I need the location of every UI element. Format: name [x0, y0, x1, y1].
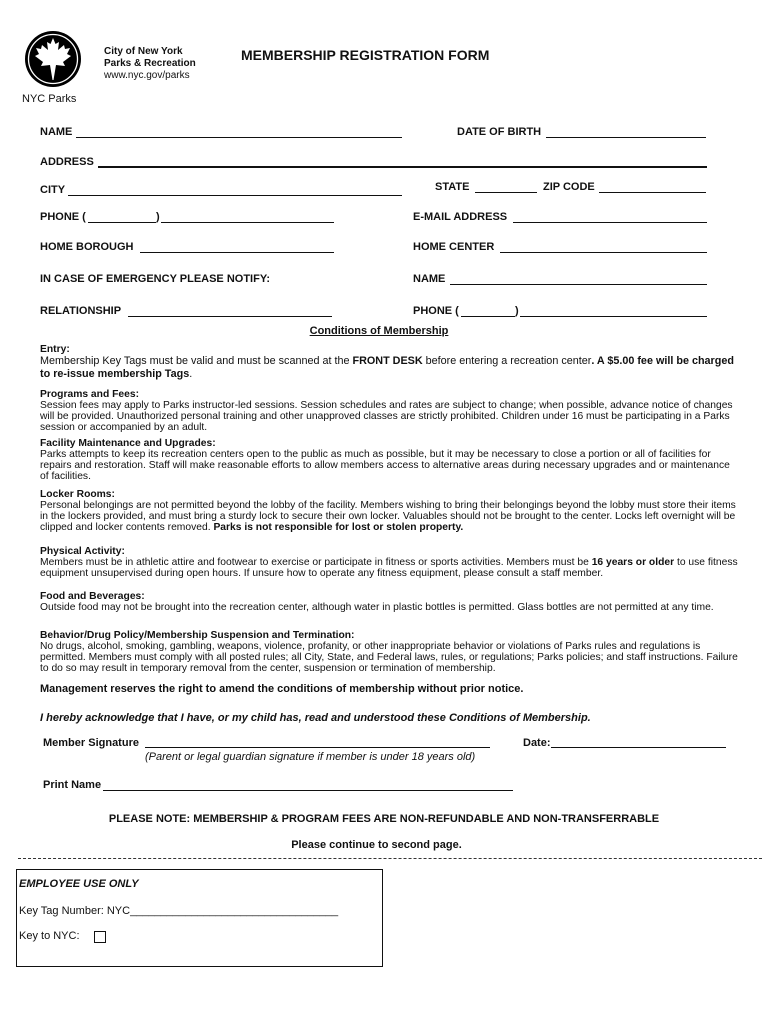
physical-heading: Physical Activity: — [40, 546, 125, 557]
relationship-field[interactable] — [128, 316, 332, 317]
home-borough-field[interactable] — [140, 252, 334, 253]
phone-label: PHONE ( — [40, 211, 86, 223]
emergency-name-field[interactable] — [450, 284, 707, 285]
home-center-field[interactable] — [500, 252, 707, 253]
home-center-label: HOME CENTER — [413, 241, 495, 253]
form-title: MEMBERSHIP REGISTRATION FORM — [241, 47, 490, 63]
physical-section — [40, 546, 740, 579]
continue-note: Please continue to second page. — [291, 839, 462, 851]
member-signature-field[interactable] — [145, 747, 490, 748]
cut-line-divider — [18, 858, 762, 859]
employee-use-title: EMPLOYEE USE ONLY — [19, 878, 139, 890]
phone-paren: ) — [156, 211, 160, 223]
city-field[interactable] — [68, 195, 402, 196]
facility-section — [40, 438, 740, 482]
key-to-nyc-label: Key to NYC: — [19, 930, 80, 942]
entry-heading: Entry: — [40, 344, 70, 355]
relationship-label: RELATIONSHIP — [40, 305, 122, 317]
dob-field[interactable] — [546, 137, 706, 138]
emergency-name-label: NAME — [413, 273, 446, 285]
key-tag-number-field[interactable]: Key Tag Number: NYC__________________________________ — [19, 905, 339, 917]
address-label: ADDRESS — [40, 156, 94, 168]
org-url: www.nyc.gov/parks — [104, 70, 190, 81]
food-heading: Food and Beverages: — [40, 591, 145, 602]
programs-section — [40, 389, 740, 433]
key-to-nyc-checkbox[interactable] — [94, 931, 106, 943]
food-section — [40, 591, 740, 613]
behavior-section — [40, 630, 740, 674]
phone-area-code-field[interactable] — [88, 222, 156, 223]
emergency-phone-number-field[interactable] — [520, 316, 707, 317]
guardian-note: (Parent or legal guardian signature if member is under 18 years old) — [145, 751, 476, 763]
locker-heading: Locker Rooms: — [40, 489, 115, 500]
name-field[interactable] — [76, 137, 402, 138]
zip-field[interactable] — [599, 192, 706, 193]
locker-text: Personal belongings are not permitted beyond the lobby of the facility. Members wishing to bring their belongings beyond the lobby must store their items in the lockers provided, and must bring a sturdy lock to secure their own locker. Valuables should not be brought to the center. Locks left overnight will be clipped and locker contents removed. Parks is not responsible for lost or stolen property. — [40, 500, 736, 533]
city-label: CITY — [40, 184, 66, 196]
print-name-label: Print Name — [43, 779, 102, 791]
date-label: Date: — [523, 737, 551, 749]
conditions-title: Conditions of Membership — [309, 325, 449, 337]
dob-label: DATE OF BIRTH — [457, 126, 542, 138]
org-dept: Parks & Recreation — [104, 58, 196, 69]
physical-text: Members must be in athletic attire and footwear to exercise or participate in fitness or sports activities. Members must be 16 years or older to use fitness equipment unsupervised during open hours. If unsure how to operate any fitness equipment, please consult a staff member. — [40, 557, 738, 579]
nyc-parks-maple-leaf-logo — [24, 30, 82, 88]
home-borough-label: HOME BOROUGH — [40, 241, 134, 253]
behavior-text: No drugs, alcohol, smoking, gambling, weapons, violence, profanity, or other inappropriate behavior or violations of Parks rules and regulations is permitted. Members must comply with all posted rules; all City, State, and Federal laws, rules, or regulations; Parks policies; and staff instructions. Failure to do so may result in temporary removal from the center, suspension or termination of membership. — [40, 641, 738, 674]
locker-section — [40, 489, 740, 533]
logo-caption: NYC Parks — [22, 93, 77, 105]
name-label: NAME — [40, 126, 73, 138]
organization-info — [104, 46, 196, 82]
management-note: Management reserves the right to amend the conditions of membership without prior notice. — [40, 683, 524, 695]
date-field[interactable] — [551, 747, 726, 748]
emergency-phone-label: PHONE ( — [413, 305, 459, 317]
address-field[interactable] — [98, 166, 707, 168]
emergency-label: IN CASE OF EMERGENCY PLEASE NOTIFY: — [40, 273, 271, 285]
programs-text: Session fees may apply to Parks instructor-led sessions. Session schedules and rates are subject to change; when possible, advance notice of changes will be provided. Unauthorized personal training and other unapproved classes are strictly prohibited. Children under 16 must be participating in a Parks session or accompanied by an adult. — [40, 400, 733, 433]
entry-text: Membership Key Tags must be valid and must be scanned at the FRONT DESK before entering a recreation center. A $5.00 fee will be charged to re-issue membership Tags. — [40, 355, 734, 380]
programs-heading: Programs and Fees: — [40, 389, 139, 400]
food-text: Outside food may not be brought into the recreation center, although water in plastic bottles is permitted. Glass bottles are not permitted at any time. — [40, 602, 714, 613]
email-field[interactable] — [513, 222, 707, 223]
acknowledgement-text: I hereby acknowledge that I have, or my child has, read and understood these Conditions of Membership. — [40, 712, 591, 724]
email-label: E-MAIL ADDRESS — [413, 211, 508, 223]
print-name-field[interactable] — [103, 790, 513, 791]
behavior-heading: Behavior/Drug Policy/Membership Suspension and Termination: — [40, 630, 355, 641]
phone-number-field[interactable] — [161, 222, 334, 223]
facility-heading: Facility Maintenance and Upgrades: — [40, 438, 216, 449]
facility-text: Parks attempts to keep its recreation centers open to the public as much as possible, but it may be necessary to close a portion or all of facilities for repairs and restoration. Staff will make reasonable efforts to allow members access to alternative areas during necessary upgrades and or maintenance of facilities. — [40, 449, 730, 482]
fees-note: PLEASE NOTE: MEMBERSHIP & PROGRAM FEES ARE NON-REFUNDABLE AND NON-TRANSFERRABLE — [108, 813, 660, 825]
member-signature-label: Member Signature — [43, 737, 139, 749]
state-field[interactable] — [475, 192, 537, 193]
org-name: City of New York — [104, 46, 183, 57]
emergency-phone-area-code-field[interactable] — [461, 316, 515, 317]
zip-label: ZIP CODE — [543, 181, 595, 193]
state-label: STATE — [435, 181, 470, 193]
entry-section — [40, 344, 740, 381]
emergency-phone-paren: ) — [515, 305, 519, 317]
